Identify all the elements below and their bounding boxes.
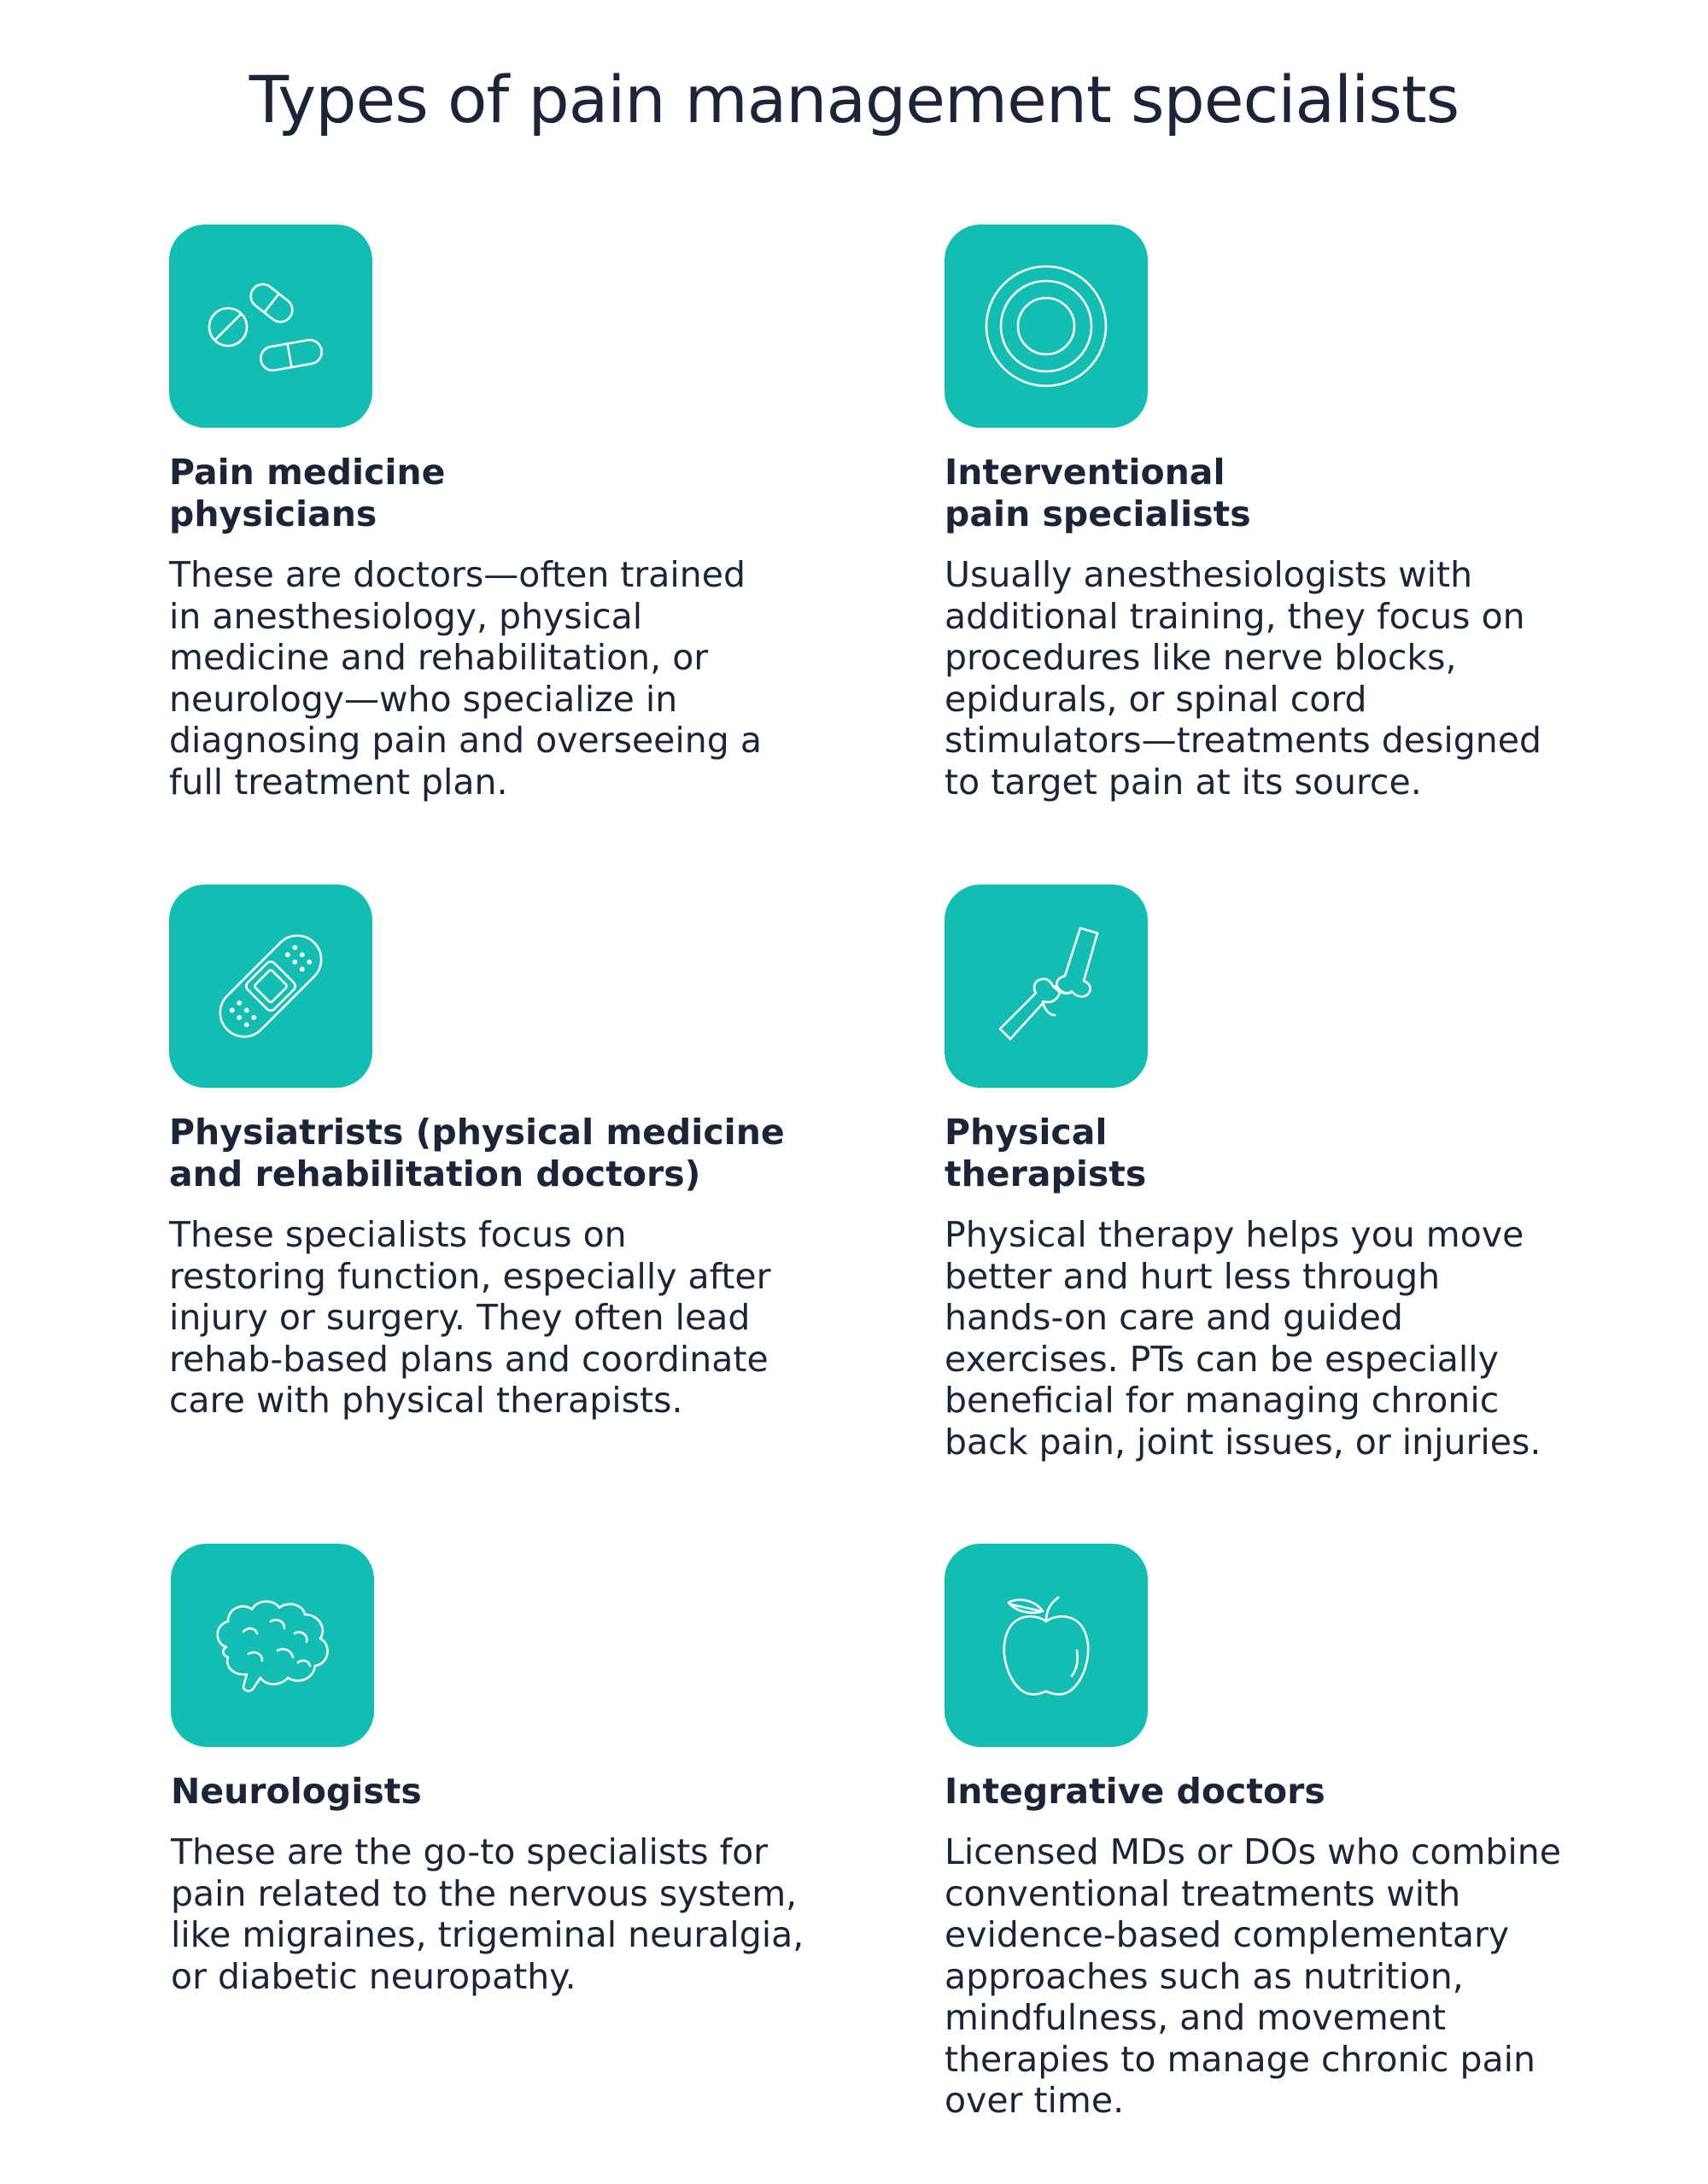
card-body: These are doctors—often trained in anesthesiology, physical medicine and rehabilitation, or neurology—who specialize in diagnosing pain and overseeing a full treatment plan. xyxy=(169,554,762,803)
card-integrative-doctors xyxy=(945,1544,1611,2122)
card-neurologists xyxy=(171,1544,837,1997)
icon-tile xyxy=(945,885,1148,1088)
brain-icon xyxy=(196,1568,349,1722)
card-body: Licensed MDs or DOs who combine conventional treatments with evidence-based complementary approaches such as nutrition, mindfulness, and movement therapies to manage chronic pain over time. xyxy=(945,1831,1562,2121)
card-title: Physical therapists xyxy=(945,1112,1147,1194)
icon-tile xyxy=(945,1544,1148,1747)
card-body: These are the go-to specialists for pain related to the nervous system, like migraines, trigeminal neuralgia, or diabetic neuropathy. xyxy=(171,1831,804,1997)
pills-icon xyxy=(194,249,348,403)
apple-icon xyxy=(969,1568,1123,1722)
card-title: Physiatrists (physical medicine and rehabilitation doctors) xyxy=(169,1112,785,1194)
card-pain-medicine-physicians xyxy=(169,225,835,803)
card-title: Integrative doctors xyxy=(945,1771,1325,1812)
card-body: Usually anesthesiologists with additional training, they focus on procedures like nerve blocks, epidurals, or spinal cord stimulators—treatments designed to target pain at its source. xyxy=(945,554,1541,803)
card-title: Pain medicine physicians xyxy=(169,452,446,534)
card-body: Physical therapy helps you move better and hurt less through hands-on care and guided exercises. PTs can be especially beneficial for managing chronic back pain, joint issues, or injuries. xyxy=(945,1214,1541,1463)
card-physical-therapists xyxy=(945,885,1611,1463)
card-body: These specialists focus on restoring function, especially after injury or surgery. They often lead rehab-based plans and coordinate care with physical therapists. xyxy=(169,1214,771,1421)
page-title: Types of pain management specialists xyxy=(249,61,1459,137)
card-title: Neurologists xyxy=(171,1771,422,1812)
bandage-icon xyxy=(194,909,348,1063)
card-physiatrists xyxy=(169,885,835,1422)
card-title: Interventional pain specialists xyxy=(945,452,1251,534)
icon-tile xyxy=(945,225,1148,428)
card-interventional-pain-specialists xyxy=(945,225,1611,803)
icon-tile xyxy=(171,1544,374,1747)
icon-tile xyxy=(169,885,372,1088)
target-rings-icon xyxy=(969,249,1123,403)
joint-bone-icon xyxy=(969,909,1123,1063)
icon-tile xyxy=(169,225,372,428)
